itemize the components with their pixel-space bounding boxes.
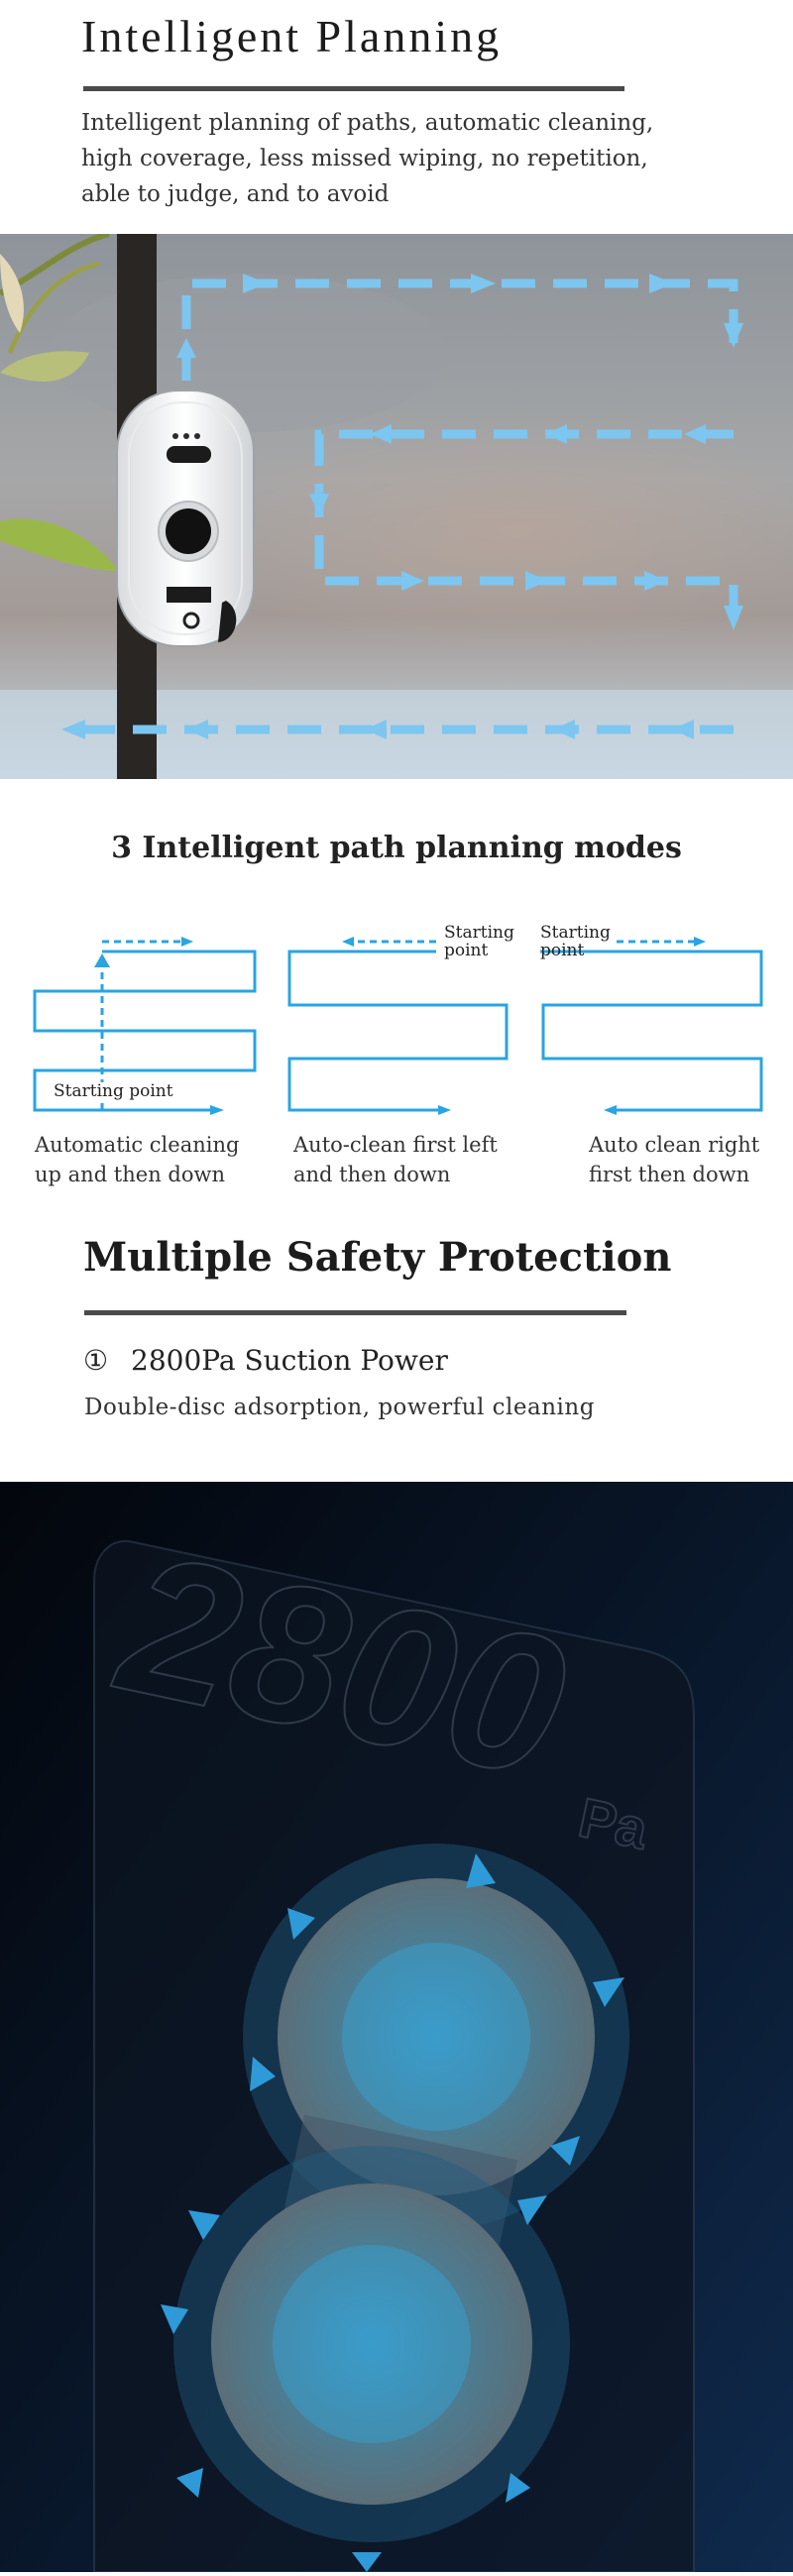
suction-visual	[0, 1482, 793, 2572]
feature-description: Double-disc adsorption, powerful cleaning	[84, 1395, 595, 1420]
watermark-value: 2800	[104, 1512, 583, 1821]
modes-title: 3 Intelligent path planning modes	[111, 831, 682, 865]
mode3-path	[540, 952, 761, 1110]
title-underline	[83, 86, 624, 91]
suction-illustration	[0, 1482, 793, 2572]
window-cleaning-robot	[117, 391, 254, 646]
feature-heading	[83, 1344, 448, 1377]
path-illustration	[0, 234, 793, 779]
mode3-caption: Auto clean right first then down	[589, 1133, 760, 1186]
section-title-planning: Intelligent Planning	[81, 11, 503, 61]
watermark-unit: Pa	[573, 1785, 653, 1861]
mode2-caption: Auto-clean first left and then down	[293, 1133, 498, 1186]
section-title-safety: Multiple Safety Protection	[83, 1234, 672, 1281]
mode2-path	[289, 952, 507, 1110]
planning-photo	[0, 234, 793, 779]
feature-number: ①	[83, 1344, 109, 1377]
feature-title: 2800Pa Suction Power	[131, 1344, 448, 1377]
safety-underline	[84, 1310, 626, 1315]
mode1-caption: Automatic cleaning up and then down	[35, 1133, 240, 1186]
mode2-start-label: Starting point	[444, 923, 514, 960]
planning-description: Intelligent planning of paths, automatic cleaning, high coverage, less missed wiping, no repetition, able to judge, and to avoid	[81, 110, 654, 207]
mode1-start-label: Starting point	[54, 1081, 173, 1101]
mode3-start-label: Starting point	[540, 923, 611, 960]
